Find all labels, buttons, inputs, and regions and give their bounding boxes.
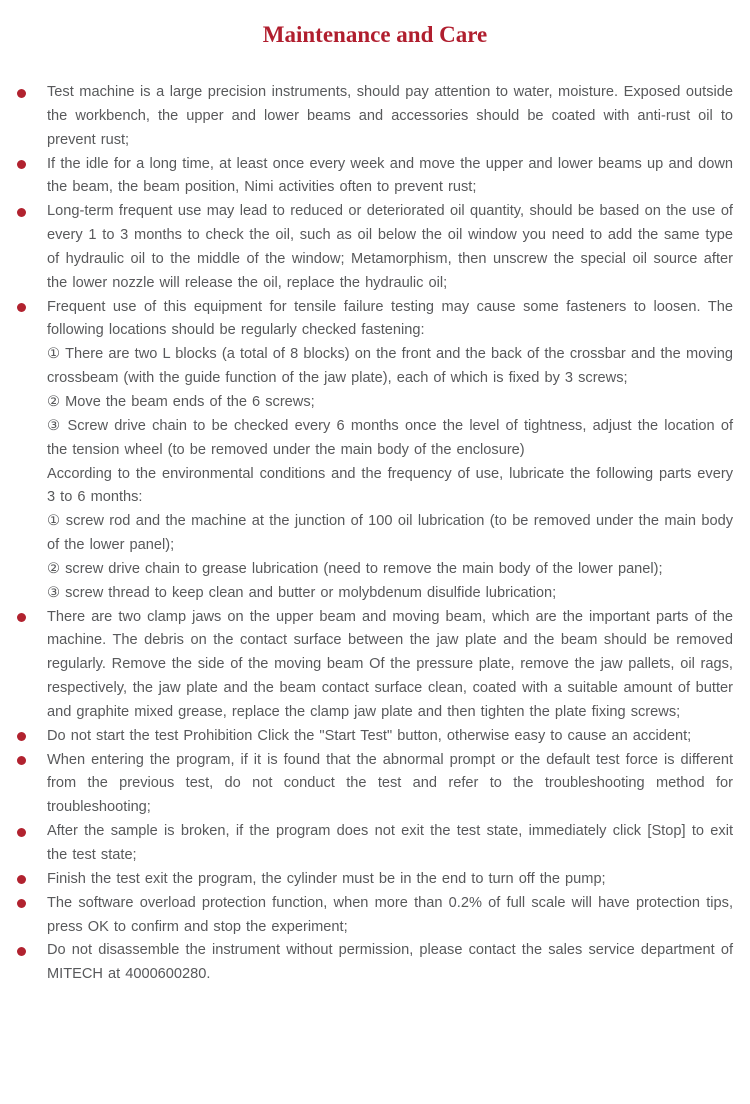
list-item-content bbox=[47, 200, 733, 295]
list-item-content bbox=[47, 749, 733, 821]
list-item bbox=[17, 868, 733, 892]
bullet-icon bbox=[17, 756, 26, 765]
list-item bbox=[17, 820, 733, 868]
list-item-content bbox=[47, 820, 733, 868]
bullet-icon bbox=[17, 613, 26, 622]
bullet-icon bbox=[17, 303, 26, 312]
list-item bbox=[17, 939, 733, 987]
paragraph: Do not disassemble the instrument without permission, please contact the sales service department of MITECH at 4000600280. bbox=[47, 942, 733, 983]
bullet-icon bbox=[17, 732, 26, 741]
page-title: Maintenance and Care bbox=[262, 22, 488, 47]
list-item-content bbox=[47, 939, 733, 987]
list-item-content bbox=[47, 296, 733, 606]
list-item bbox=[17, 892, 733, 940]
bullet-icon bbox=[17, 875, 26, 884]
list-item bbox=[17, 725, 733, 749]
paragraph: Do not start the test Prohibition Click the "Start Test" button, otherwise easy to cause an accident; bbox=[47, 727, 692, 744]
paragraph: ② Move the beam ends of the 6 screws; bbox=[47, 393, 315, 410]
list-item-content bbox=[47, 153, 733, 201]
paragraph: If the idle for a long time, at least once every week and move the upper and lower beams up and down the beam, the beam position, Nimi activities often to prevent rust; bbox=[47, 155, 733, 196]
paragraph: When entering the program, if it is found that the abnormal prompt or the default test force is different from the previous test, do not conduct the test and refer to the troubleshooting method for troubleshooting; bbox=[47, 751, 733, 816]
list-item bbox=[17, 606, 733, 725]
paragraph: ① There are two L blocks (a total of 8 blocks) on the front and the back of the crossbar and the moving crossbeam (with the guide function of the jaw plate), each of which is fixed by 3 screws; bbox=[47, 346, 733, 387]
list-item-content bbox=[47, 868, 733, 892]
paragraph: According to the environmental conditions and the frequency of use, lubricate the following parts every 3 to 6 months: bbox=[47, 465, 733, 506]
paragraph: ② screw drive chain to grease lubrication (need to remove the main body of the lower panel); bbox=[47, 560, 663, 577]
paragraph: Finish the test exit the program, the cylinder must be in the end to turn off the pump; bbox=[47, 870, 606, 887]
list-item bbox=[17, 749, 733, 821]
bullet-icon bbox=[17, 89, 26, 98]
paragraph: Test machine is a large precision instruments, should pay attention to water, moisture. Exposed outside the workbench, the upper and lower beams and accessories should be coated with anti-rust oil to prevent rust; bbox=[47, 84, 733, 148]
paragraph: There are two clamp jaws on the upper beam and moving beam, which are the important parts of the machine. The debris on the contact surface between the jaw plate and the beam should be removed regularly. Remove the side of the moving beam Of the pressure plate, remove the jaw pallets, oil rags, respectively, the jaw plate and the beam contact surface clean, coated with a suitable amount of butter and graphite mixed grease, replace the clamp jaw plate and then tighten the plate fixing screws; bbox=[47, 608, 733, 720]
paragraph: After the sample is broken, if the program does not exit the test state, immediately click [Stop] to exit the test state; bbox=[47, 823, 733, 863]
list-item-content bbox=[47, 81, 733, 153]
list-item-content bbox=[47, 892, 733, 940]
bullet-icon bbox=[17, 160, 26, 169]
list-item bbox=[17, 296, 733, 606]
list-item bbox=[17, 81, 733, 153]
paragraph: ③ screw thread to keep clean and butter or molybdenum disulfide lubrication; bbox=[47, 584, 557, 601]
list-item bbox=[17, 200, 733, 295]
paragraph: ③ Screw drive chain to be checked every 6 months once the level of tightness, adjust the location of the tension wheel (to be removed under the main body of the enclosure) bbox=[47, 417, 733, 458]
paragraph: The software overload protection function, when more than 0.2% of full scale will have protection tips, press OK to confirm and stop the experiment; bbox=[47, 894, 733, 935]
list-item-content bbox=[47, 606, 733, 725]
paragraph: ① screw rod and the machine at the junction of 100 oil lubrication (to be removed under the main body of the lower panel); bbox=[47, 513, 733, 554]
bullet-icon bbox=[17, 828, 26, 837]
maintenance-list bbox=[17, 81, 733, 987]
bullet-icon bbox=[17, 899, 26, 908]
bullet-icon bbox=[17, 208, 26, 217]
paragraph: Long-term frequent use may lead to reduced or deteriorated oil quantity, should be based on the use of every 1 to 3 months to check the oil, such as oil below the oil window you need to add the same type of hydraulic oil to the middle of the window; Metamorphism, then unscrew the special oil source after the lower nozzle will release the oil, replace the hydraulic oil; bbox=[47, 203, 733, 291]
list-item bbox=[17, 153, 733, 201]
list-item-content bbox=[47, 725, 733, 749]
bullet-icon bbox=[17, 947, 26, 956]
paragraph: Frequent use of this equipment for tensile failure testing may cause some fasteners to loosen. The following locations should be regularly checked fastening: bbox=[47, 298, 733, 339]
